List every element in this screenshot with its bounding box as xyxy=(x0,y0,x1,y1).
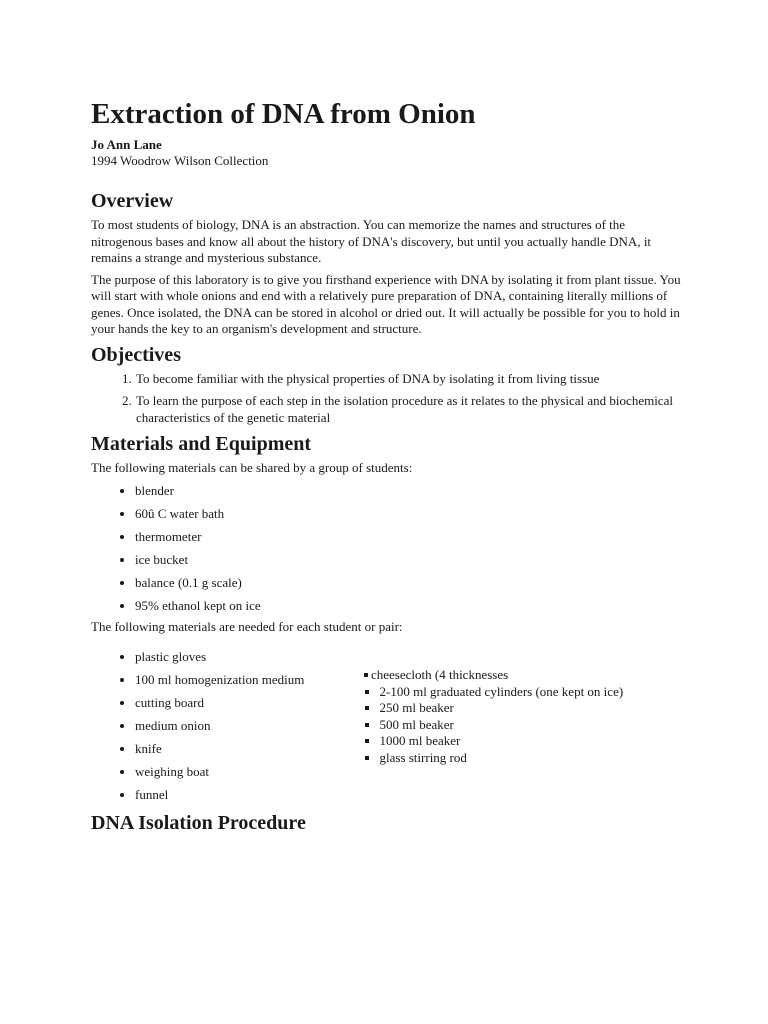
objectives-heading: Objectives xyxy=(91,343,181,366)
overview-paragraph-2: The purpose of this laboratory is to give you firsthand experience with DNA by isolating it from plant tissue. You will start with whole onions and end with a relatively pure preparation of DNA, containing literally millions of genes. Once isolated, the DNA can be stored in alcohol or dried out. It will actually be possible for you to hold in your hands the key to an organism's development and structure. xyxy=(91,271,681,336)
square-bullet-icon xyxy=(365,723,369,727)
list-item: glass stirring rod xyxy=(357,750,647,767)
list-item: • plastic gloves xyxy=(135,649,351,665)
list-item: 500 ml beaker xyxy=(357,717,647,734)
shared-materials-intro: The following materials can be shared by a group of students: xyxy=(91,460,413,475)
list-item: • knife xyxy=(135,741,351,757)
list-item: • weighing boat xyxy=(135,764,351,780)
document-title: Extraction of DNA from Onion xyxy=(91,98,476,130)
objectives-list xyxy=(91,371,681,427)
list-item: • blender xyxy=(135,483,681,499)
collection-name: 1994 Woodrow Wilson Collection xyxy=(91,153,269,168)
procedure-heading: DNA Isolation Procedure xyxy=(91,812,306,834)
square-bullet-icon xyxy=(365,690,369,694)
square-bullet-icon xyxy=(365,739,369,743)
list-item: 2-100 ml graduated cylinders (one kept on ice) xyxy=(357,684,647,701)
list-item: • medium onion xyxy=(135,718,351,734)
list-item: • 100 ml homogenization medium xyxy=(135,672,351,688)
list-item: 250 ml beaker xyxy=(357,700,647,717)
list-item: • funnel xyxy=(135,787,351,803)
list-item: • thermometer xyxy=(135,529,681,545)
student-materials-columns xyxy=(91,649,681,809)
student-materials-left xyxy=(91,649,351,810)
student-materials-list-left xyxy=(91,649,351,803)
materials-heading: Materials and Equipment xyxy=(91,433,312,455)
list-item: 1000 ml beaker xyxy=(357,733,647,750)
list-item: • balance (0.1 g scale) xyxy=(135,575,681,591)
document-page xyxy=(91,96,681,835)
list-item: • 60û C water bath xyxy=(135,506,681,522)
student-materials-right xyxy=(357,667,647,766)
square-bullet-icon xyxy=(365,756,369,760)
author-name: Jo Ann Lane xyxy=(91,137,162,152)
square-bullet-icon xyxy=(364,673,368,677)
list-item: • 95% ethanol kept on ice xyxy=(135,598,681,614)
shared-materials-list xyxy=(91,483,681,614)
overview-paragraph-1: To most students of biology, DNA is an abstraction. You can memorize the names and structures of the nitrogenous bases and know all about the history of DNA's discovery, but until you actually handle DNA, it remains a strange and mysterious substance. xyxy=(91,217,652,265)
list-item: • ice bucket xyxy=(135,552,681,568)
list-item: • cutting board xyxy=(135,695,351,711)
overview-heading: Overview xyxy=(91,190,174,212)
list-item: cheesecloth (4 thicknesses xyxy=(357,667,647,684)
square-bullet-icon xyxy=(365,706,369,710)
student-materials-intro: The following materials are needed for each student or pair: xyxy=(91,618,403,634)
objective-item: 2. To learn the purpose of each step in the isolation procedure as it relates to the physical and biochemical characteristics of the genetic material xyxy=(135,393,681,426)
objective-item: 1. To become familiar with the physical properties of DNA by isolating it from living tissue xyxy=(135,371,681,388)
